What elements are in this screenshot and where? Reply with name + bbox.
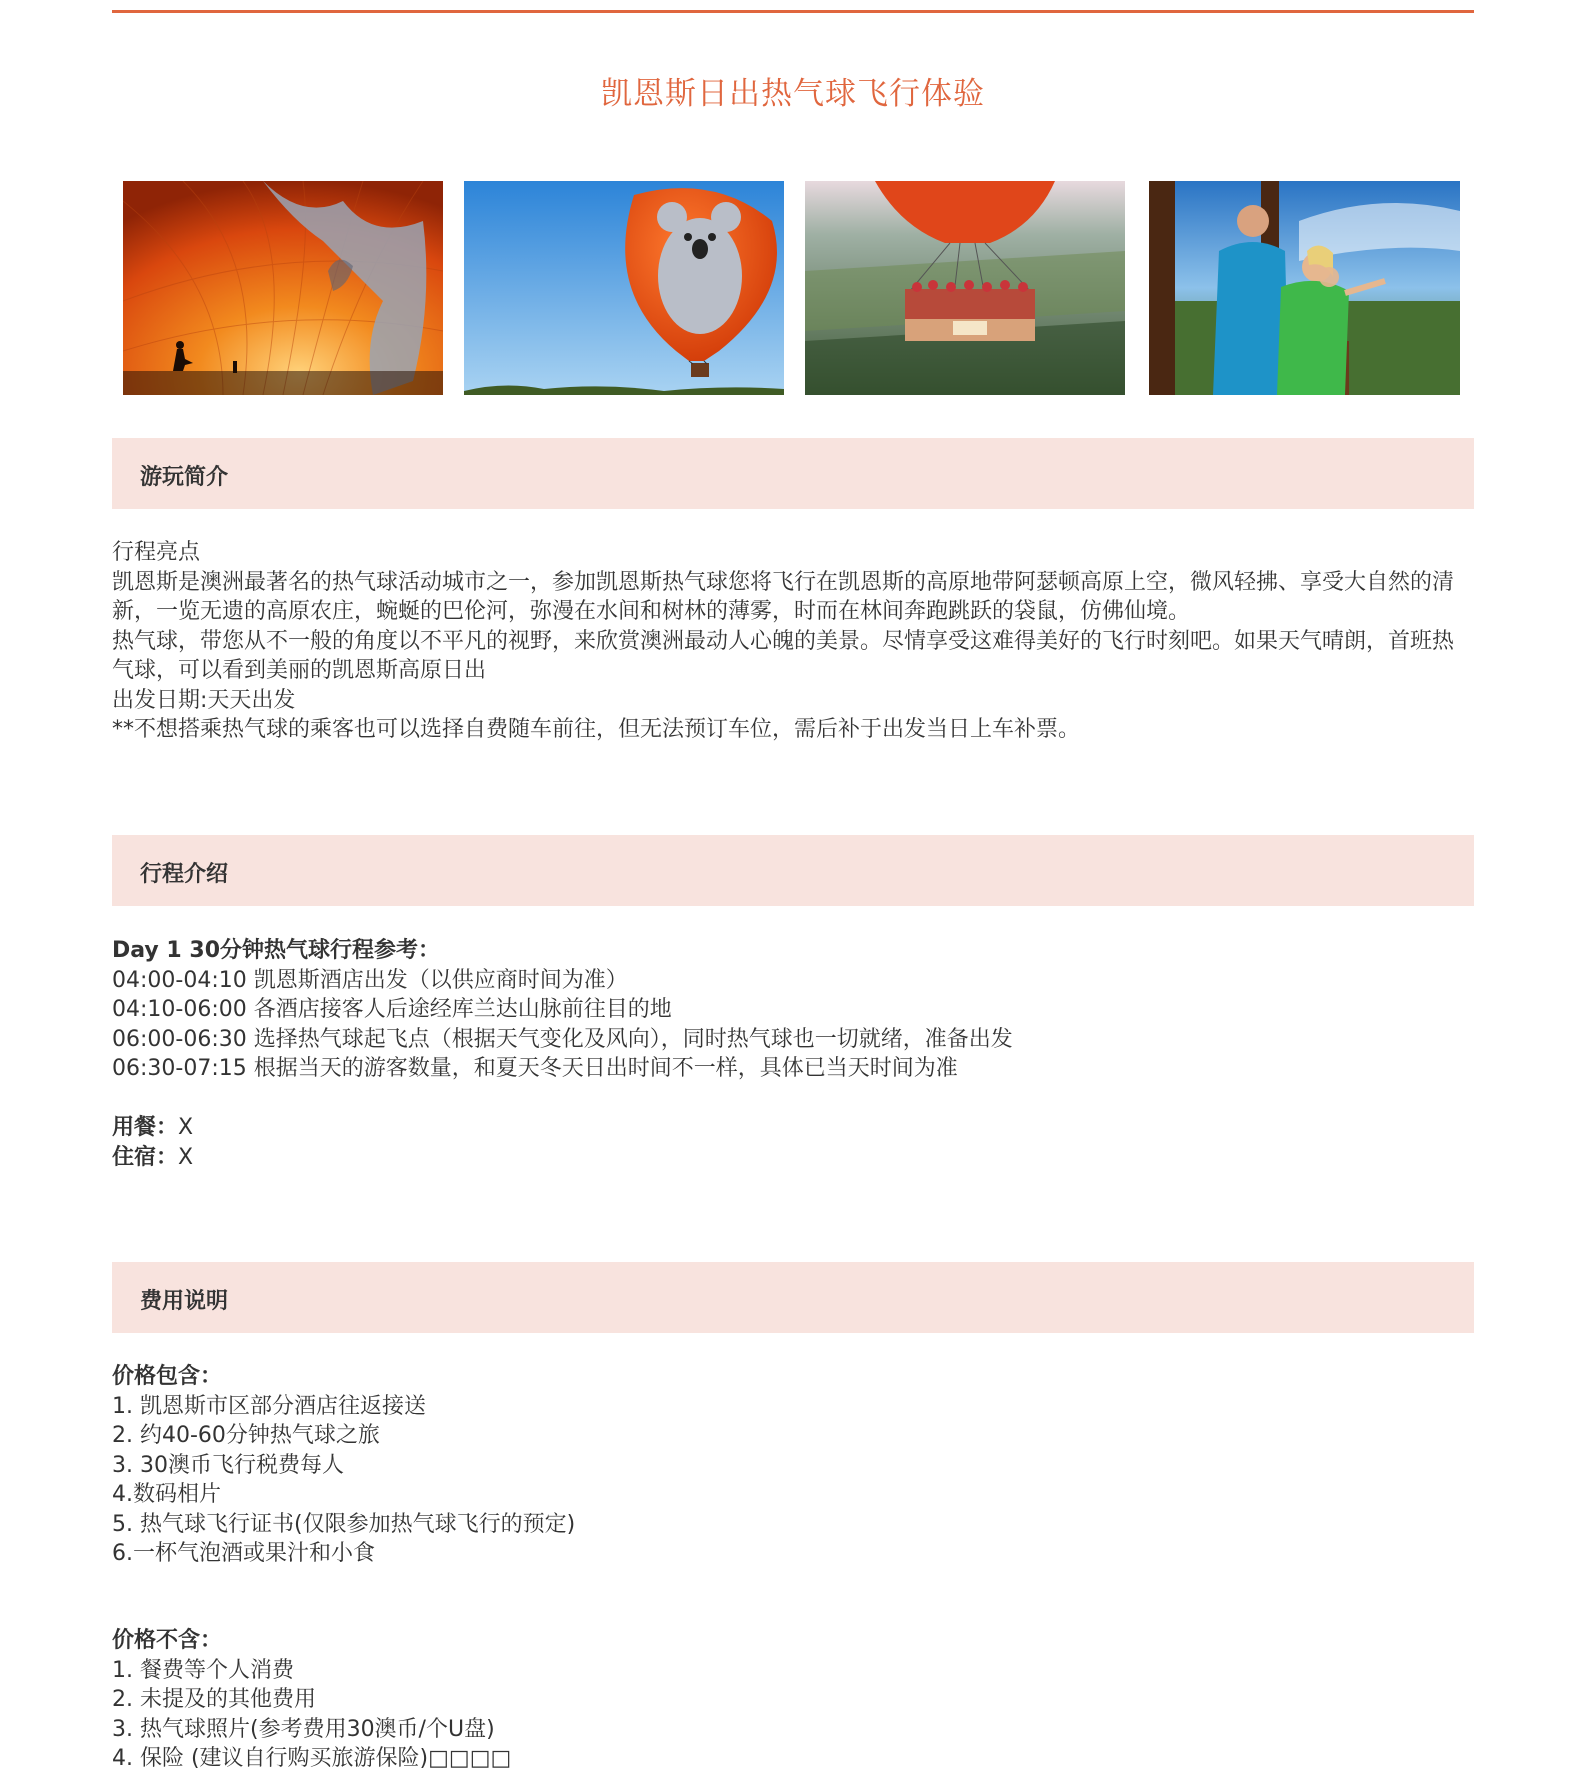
- included-item: 1. 凯恩斯市区部分酒店往返接送: [112, 1393, 426, 1419]
- meals-value: X: [178, 1115, 194, 1140]
- top-divider: [112, 10, 1474, 13]
- included-item: 5. 热气球飞行证书(仅限参加热气球飞行的预定): [112, 1511, 576, 1537]
- photo-icon: [464, 181, 784, 395]
- itinerary-item: 04:00-04:10 凯恩斯酒店出发（以供应商时间为准）: [112, 967, 628, 993]
- intro-paragraph-2: 热气球，带您从不一般的角度以不平凡的视野，来欣赏澳洲最动人心魄的美景。尽情享受这难得美好的飞行时刻吧。如果天气晴朗，首班热气球，可以看到美丽的凯恩斯高原日出: [112, 628, 1455, 683]
- excluded-item: 2. 未提及的其他费用: [112, 1687, 316, 1712]
- itinerary-content: [112, 936, 1474, 1172]
- fees-excluded: [112, 1626, 1474, 1774]
- itinerary-item: 06:00-06:30 选择热气球起飞点（根据天气变化及风向），同时热气球也一切就绪，准备出发: [112, 1026, 1013, 1052]
- itinerary-item: 06:30-07:15 根据当天的游客数量，和夏天冬天日出时间不一样，具体已当天时间为准: [112, 1056, 958, 1081]
- fees-included: [112, 1362, 1474, 1569]
- lodging-row: [112, 1143, 1474, 1173]
- included-title: 价格包含：: [112, 1364, 223, 1389]
- day-title: Day 1 30分钟热气球行程参考：: [112, 938, 441, 963]
- included-item: 3. 30澳币飞行税费每人: [112, 1452, 344, 1478]
- excluded-title: 价格不含：: [112, 1628, 223, 1653]
- excluded-item: 4. 保险 (建议自行购买旅游保险)□□□□: [112, 1746, 512, 1771]
- section-title-fees: 费用说明: [140, 1289, 229, 1314]
- spacer: [112, 1084, 1474, 1114]
- intro-paragraph-1: 凯恩斯是澳洲最著名的热气球活动城市之一，参加凯恩斯热气球您将飞行在凯恩斯的高原地带阿瑟顿高原上空，微风轻拂、享受大自然的清新，一览无遗的高原农庄，蜿蜒的巴伦河，弥漫在水间和树林的薄雾，时而在林间奔跑跳跃的袋鼠，仿佛仙境。: [112, 569, 1455, 624]
- page-title: 凯恩斯日出热气球飞行体验: [601, 76, 985, 112]
- photo-icon: [123, 181, 443, 395]
- included-item: 6.一杯气泡酒或果汁和小食: [112, 1541, 375, 1566]
- section-title-intro: 游玩简介: [140, 465, 229, 490]
- photo-icon: [1149, 181, 1460, 395]
- balloon-basket-aerial-photo[interactable]: [805, 181, 1125, 395]
- section-header-itinerary: [112, 835, 1474, 906]
- included-item: 4.数码相片: [112, 1482, 221, 1507]
- photo-icon: [805, 181, 1125, 395]
- meals-row: [112, 1113, 1474, 1143]
- included-item: 2. 约40-60分钟热气球之旅: [112, 1423, 380, 1448]
- excluded-item: 3. 热气球照片(参考费用30澳币/个U盘): [112, 1716, 495, 1742]
- passengers-in-basket-photo[interactable]: [1149, 181, 1460, 395]
- lodging-label: 住宿：: [112, 1144, 179, 1170]
- koala-balloon-photo[interactable]: [464, 181, 784, 395]
- lodging-value: X: [178, 1144, 194, 1170]
- photo-gallery: [123, 181, 1473, 395]
- itinerary-item: 04:10-06:00 各酒店接客人后途经库兰达山脉前往目的地: [112, 997, 672, 1022]
- meals-label: 用餐：: [112, 1115, 179, 1140]
- intro-content: [112, 538, 1474, 745]
- section-header-fees: [112, 1262, 1474, 1333]
- intro-note: **不想搭乘热气球的乘客也可以选择自费随车前往，但无法预订车位，需后补于出发当日上车补票。: [112, 717, 1081, 742]
- excluded-item: 1. 餐费等个人消费: [112, 1657, 294, 1683]
- section-header-intro: [112, 438, 1474, 509]
- balloon-inflation-photo[interactable]: [123, 181, 443, 395]
- section-title-itinerary: 行程介绍: [140, 862, 229, 887]
- intro-subheading: 行程亮点: [112, 540, 201, 565]
- departure-date: 出发日期:天天出发: [112, 687, 296, 713]
